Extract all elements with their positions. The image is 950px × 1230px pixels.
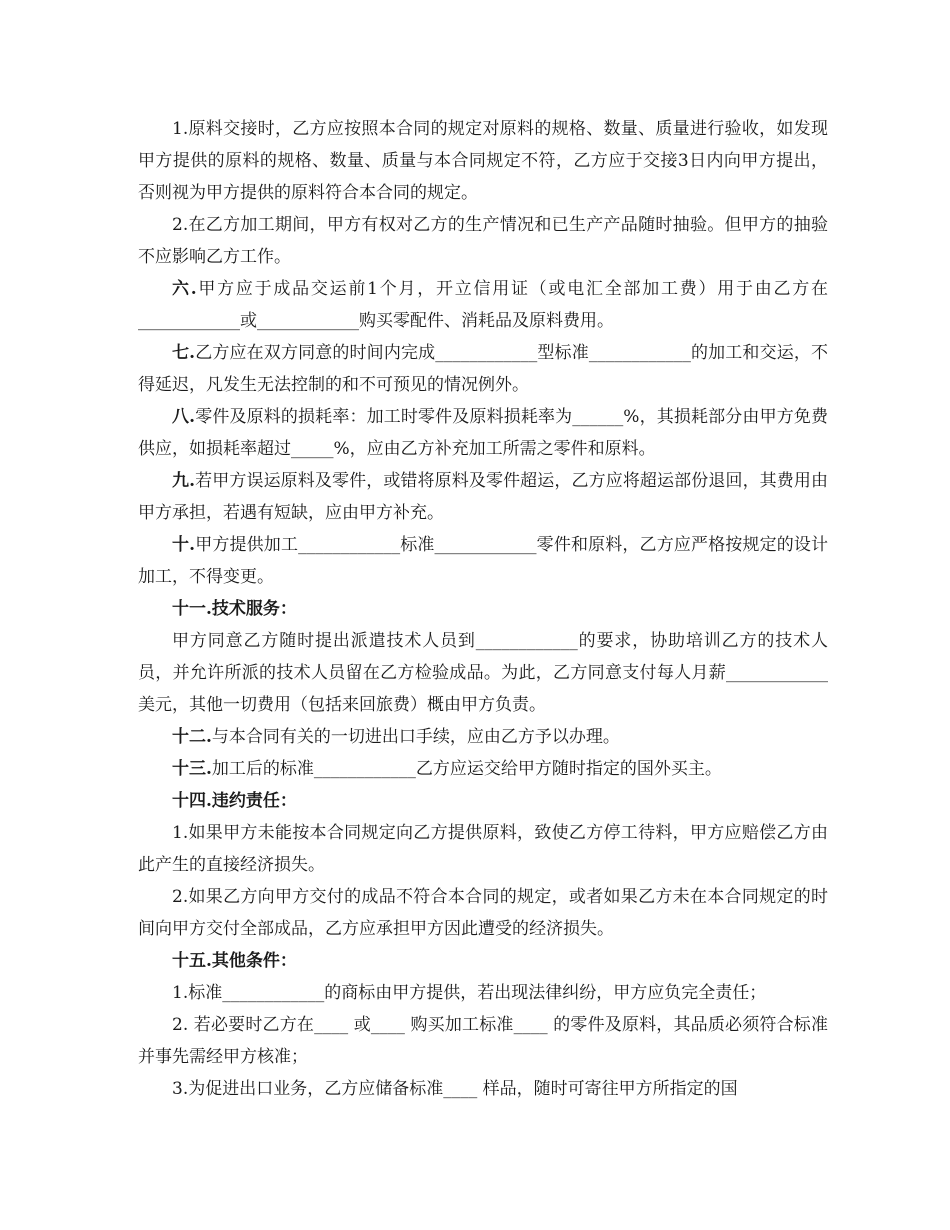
clause-13 [138,753,828,785]
paragraph-text: 1.原料交接时，乙方应按照本合同的规定对原料的规格、数量、质量进行验收，如发现甲方提供的原料的规格、数量、质量与本合同规定不符，乙方应于交接3日内向甲方提出，否则视为甲方提供的原料符合本合同的规定。 [138,119,828,203]
clause-number: 十二. [172,727,212,747]
paragraph-text: 2.如果乙方向甲方交付的成品不符合本合同的规定，或者如果乙方未在本合同规定的时间向甲方交付全部成品，乙方应承担甲方因此遭受的经济损失。 [138,887,828,939]
clause-number: 十. [172,535,196,555]
clause-7 [138,337,828,401]
clause-number: 九. [172,471,196,491]
paragraph-text: 3.为促进出口业务，乙方应储备标准____ 样品，随时可寄往甲方所指定的国 [172,1079,738,1099]
clause-number: 十三. [172,759,212,779]
paragraph-2 [138,209,828,273]
clause-15-item-3 [138,1073,828,1105]
clause-text: 与本合同有关的一切进出口手续，应由乙方予以办理。 [211,727,620,747]
paragraph-text: 甲方同意乙方随时提出派遣技术人员到____________的要求，协助培训乙方的技术人员，并允许所派的技术人员留在乙方检验成品。为此，乙方同意支付每人月薪____________美元，其他一切费用（包括来回旅费）概由甲方负责。 [138,631,828,715]
section-heading: 十一.技术服务： [172,599,297,619]
paragraph-text: 1.如果甲方未能按本合同规定向乙方提供原料，致使乙方停工待料，甲方应赔偿乙方由此产生的直接经济损失。 [138,823,828,875]
clause-10 [138,529,828,593]
clause-number: 六. [172,279,197,299]
clause-text: 甲方提供加工____________标准____________零件和原料，乙方应严格按规定的设计加工，不得变更。 [138,535,829,587]
clause-14-heading [138,785,828,817]
clause-11-body [138,625,828,721]
clause-text: 加工后的标准____________乙方应运交给甲方随时指定的国外买主。 [211,759,722,779]
clause-9 [138,465,828,529]
clause-text: 若甲方误运原料及零件，或错将原料及零件超运，乙方应将超运部份退回，其费用由甲方承担，若遇有短缺，应由甲方补充。 [138,471,829,523]
clause-15-heading [138,945,828,977]
clause-15-item-2 [138,1009,828,1073]
clause-number: 八. [172,407,196,427]
clause-15-item-1 [138,977,828,1009]
clause-14-item-1 [138,817,828,881]
section-heading: 十五.其他条件： [172,951,297,971]
clause-8 [138,401,828,465]
clause-12 [138,721,828,753]
clause-11-heading [138,593,828,625]
clause-text: 甲方应于成品交运前1个月，开立信用证（或电汇全部加工费）用于由乙方在____________或____________购买零配件、消耗品及原料费用。 [138,279,828,331]
clause-text: 零件及原料的损耗率：加工时零件及原料损耗率为______%，其损耗部分由甲方免费供应，如损耗率超过_____%，应由乙方补充加工所需之零件和原料。 [138,407,828,459]
clause-number: 七. [172,343,196,363]
paragraph-text: 2.在乙方加工期间，甲方有权对乙方的生产情况和已生产产品随时抽验。但甲方的抽验不应影响乙方工作。 [138,215,828,267]
paragraph-text: 2. 若必要时乙方在____ 或____ 购买加工标准____ 的零件及原料，其品质必须符合标准并事先需经甲方核准； [138,1015,828,1067]
clause-6 [138,273,828,337]
section-heading: 十四.违约责任： [172,791,297,811]
clause-text: 乙方应在双方同意的时间内完成____________型标准____________的加工和交运，不得延迟，凡发生无法控制的和不可预见的情况例外。 [138,343,829,395]
paragraph-1 [138,113,828,209]
clause-14-item-2 [138,881,828,945]
paragraph-text: 1.标准____________的商标由甲方提供，若出现法律纠纷，甲方应负完全责任； [172,983,767,1003]
document-page [138,113,828,1105]
